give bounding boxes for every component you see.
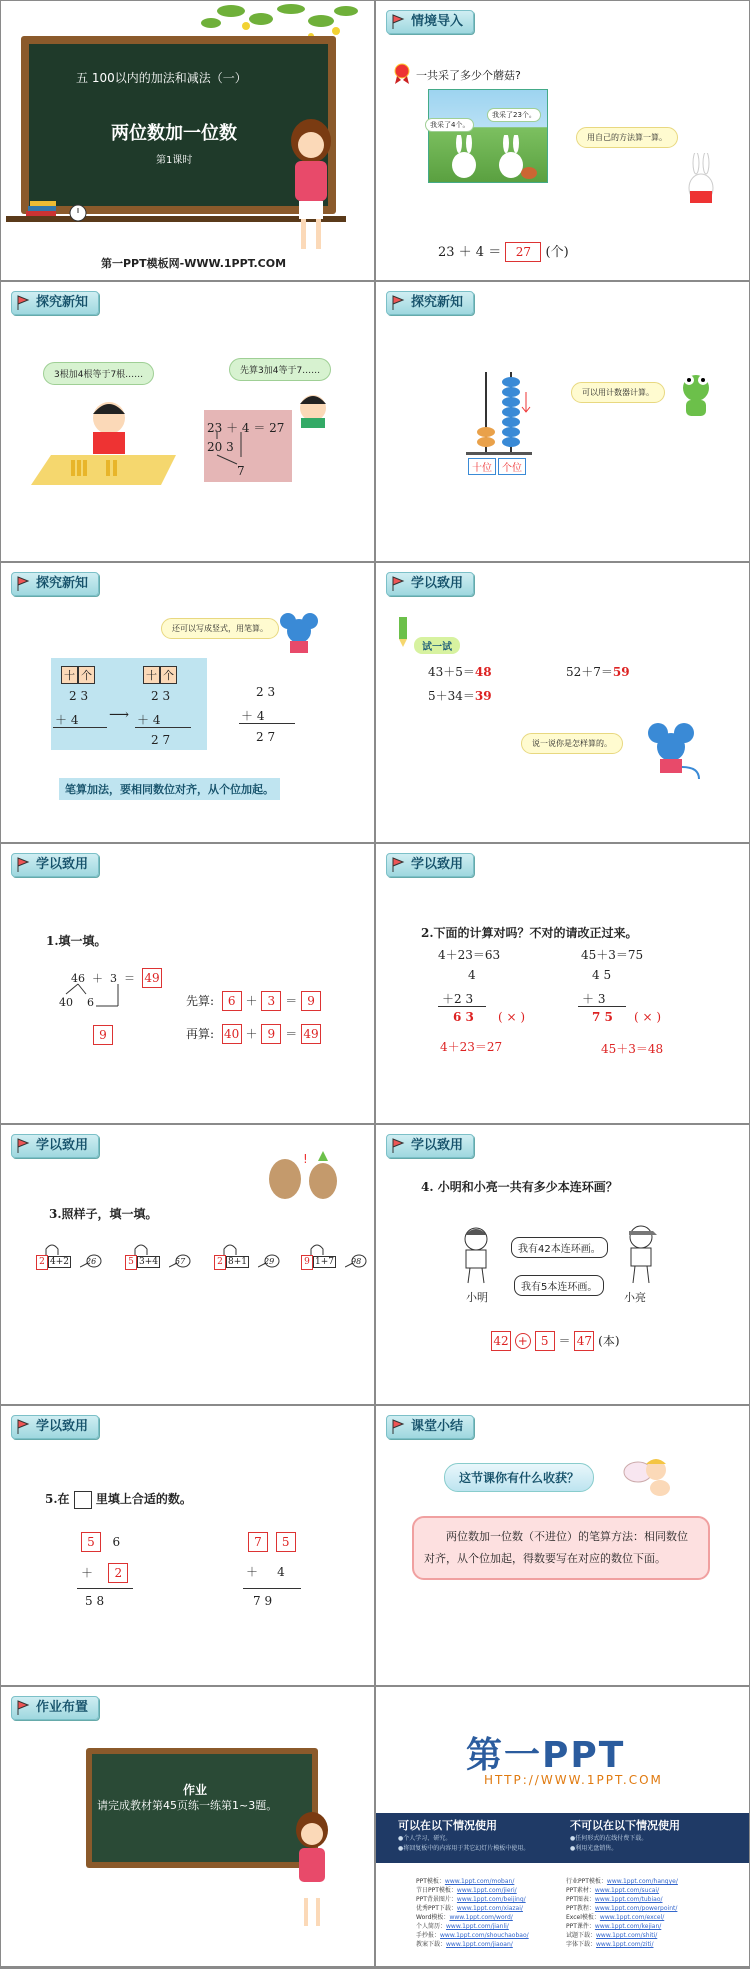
svg-text:!: ! (303, 1152, 308, 1166)
p1-result: 6 3 (453, 1010, 474, 1024)
mouse-icon (644, 721, 704, 781)
cannot-use-title: 不可以在以下情况使用 (570, 1819, 680, 1832)
flag-icon (16, 857, 30, 873)
question-text: 一共采了多少个蘑菇? (416, 69, 521, 82)
addend-1a: 2 3 (69, 689, 89, 703)
link-row: 试题下载：www.1ppt.com/shiti/ (566, 1932, 658, 1939)
split-lines (207, 427, 267, 467)
speech-xiaoliang: 我有5本连环画。 (514, 1275, 604, 1296)
link-row: PPT图表：www.1ppt.com/tubiao/ (566, 1896, 663, 1903)
abacus-bubble: 可以用计数器计算。 (571, 382, 665, 403)
can-use-1: ●个人学习、研究。 (398, 1835, 452, 1842)
watermark-text: 第一PPT模板网-WWW.1PPT.COM (101, 257, 287, 270)
section-tag: 学以致用 (11, 853, 99, 877)
ones-label: 个位 (498, 458, 526, 475)
left-mid: ＋ 2 (81, 1563, 128, 1583)
slide-3 (1, 282, 374, 561)
lesson-number: 第1课时 (156, 155, 193, 166)
cannot-use-2: ●利用光盘销售。 (570, 1845, 618, 1852)
link-row: PPT教程：www.1ppt.com/powerpoint/ (566, 1905, 678, 1912)
slide-11 (1, 1406, 374, 1685)
name-xiaoming: 小明 (466, 1291, 488, 1304)
explain-bubble: 说一说你是怎样算的。 (521, 733, 623, 754)
p2-result: 7 5 (592, 1010, 613, 1024)
flag-icon (16, 1138, 30, 1154)
second-step: 再算: 40 ＋ 9 ＝ 49 (186, 1024, 321, 1044)
flag-icon (391, 857, 405, 873)
answer-box: 49 (142, 968, 162, 988)
brand-logo: 第一PPT (466, 1735, 626, 1776)
slide-6 (376, 563, 749, 842)
slide-12 (376, 1406, 749, 1685)
left-result: 5 8 (85, 1594, 105, 1608)
answer-box: 27 (505, 242, 541, 262)
exercise-heading: 1.填一填。 (46, 934, 107, 948)
addend-2c: ＋ 4 (241, 709, 265, 723)
flag-icon (391, 576, 405, 592)
section-tag: 情境导入 (386, 10, 474, 34)
summary-question: 这节课你有什么收获？ (444, 1463, 594, 1492)
link-row: PPT课件：www.1ppt.com/kejian/ (566, 1923, 662, 1930)
section-tag: 学以致用 (11, 1134, 99, 1158)
flag-icon (16, 1700, 30, 1716)
boy-xiaoming-icon (456, 1225, 496, 1285)
frog-icon (676, 370, 716, 420)
exercise-heading: 2.下面的计算对吗？不对的请改正过来。 (421, 926, 638, 940)
boy-xiaoliang-icon (621, 1223, 661, 1285)
flag-icon (16, 295, 30, 311)
pattern-item: 2 8+1 29 (214, 1243, 284, 1283)
slide-5 (1, 563, 374, 842)
link-row: PPT素材：www.1ppt.com/sucai/ (566, 1887, 660, 1894)
slide-7 (1, 844, 374, 1123)
teacher-icon (287, 1812, 337, 1942)
bubble-rabbit-2: 我采了23个。 (487, 108, 541, 122)
slide-8 (376, 844, 749, 1123)
addend-2a: ＋ 4 (55, 713, 79, 727)
calc-row-2: 20 3 (207, 440, 234, 454)
link-row: 节日PPT模板：www.1ppt.com/jieri/ (416, 1887, 517, 1894)
p1-mark: ( × ) (498, 1010, 526, 1024)
correction-1: 4＋23＝27 (440, 1040, 503, 1054)
slide-2 (376, 1, 749, 280)
slide-13 (1, 1687, 374, 1966)
link-row: Excel模板：www.1ppt.com/excel/ (566, 1914, 665, 1921)
summary-card: 两位数加一位数（不进位）的笔算方法：相同数位对齐，从个位加起，得数要写在对应的数位下面。 (412, 1516, 710, 1580)
calc-row-1: 23 ＋ 4 ＝ 27 (207, 421, 285, 435)
speech-xiaoming: 我有42本连环画。 (511, 1237, 608, 1258)
split-expression: 46 ＋ 3 ＝ 49 (71, 968, 162, 988)
mouse-bubble: 还可以写成竖式，用笔算。 (161, 618, 279, 639)
slide-9 (1, 1125, 374, 1404)
hint-bubble: 用自己的方法算一算。 (576, 127, 678, 148)
link-row: 行业PPT模板：www.1ppt.com/hangye/ (566, 1878, 678, 1885)
teacher-icon (281, 119, 341, 259)
can-use-title: 可以在以下情况使用 (398, 1819, 497, 1832)
abacus-icon (466, 372, 536, 472)
brand-url: HTTP://WWW.1PPT.COM (484, 1773, 663, 1787)
flag-icon (391, 295, 405, 311)
right-result: 7 9 (253, 1594, 273, 1608)
exercise-2: 52＋7＝59 (566, 665, 630, 679)
rule-a (53, 727, 107, 728)
link-row: 手抄报：www.1ppt.com/shouchaobao/ (416, 1932, 529, 1939)
exercise-heading: 4. 小明和小亮一共有多少本连环画？ (421, 1180, 618, 1194)
bubble-boy-1: 3根加4根等于7根…… (43, 362, 154, 385)
mouse-icon (276, 611, 326, 656)
slide-14 (376, 1687, 749, 1966)
section-tag: 课堂小结 (386, 1415, 474, 1439)
equation: 42 + 5 ＝ 47 (本) (491, 1331, 620, 1351)
name-xiaoliang: 小亮 (624, 1291, 646, 1304)
left-rule (77, 1588, 133, 1589)
cannot-use-1: ●任何形式的在线付费下载。 (570, 1835, 648, 1842)
link-row: PPT背景图片：www.1ppt.com/beijing/ (416, 1896, 526, 1903)
calc-row-3: 7 (237, 464, 245, 478)
p2-mark: ( × ) (634, 1010, 662, 1024)
slide-10 (376, 1125, 749, 1404)
p1-rule (438, 1006, 486, 1007)
link-list-left (416, 1877, 529, 1949)
section-tag: 学以致用 (386, 572, 474, 596)
problem-1: 4＋23＝63 (438, 948, 501, 962)
link-row: PPT模板：www.1ppt.com/moban/ (416, 1878, 515, 1885)
right-mid: ＋ 4 (246, 1565, 285, 1579)
section-tag: 学以致用 (11, 1415, 99, 1439)
transform-arrow: ⟶ (109, 707, 130, 723)
pattern-item: 2 4+2 26 (36, 1243, 106, 1283)
exercise-heading: 5.在 里填上合适的数。 (45, 1490, 192, 1509)
homework-body: 请完成教材第45页练一练第1~3题。 (97, 1799, 278, 1812)
split-tens: 40 (59, 996, 73, 1009)
problem-2: 45＋3＝75 (581, 948, 644, 962)
flag-icon (16, 1419, 30, 1435)
equation: 23 ＋ 4 ＝ 27 (个) (438, 241, 569, 262)
section-tag: 学以致用 (386, 853, 474, 877)
link-row: 优秀PPT下载：www.1ppt.com/xiazai/ (416, 1905, 523, 1912)
boy-with-sticks-icon (31, 390, 181, 490)
link-row: Word模板：www.1ppt.com/word/ (416, 1914, 513, 1921)
tens-label: 十位 (468, 458, 496, 475)
place-header-2: 十 个 (143, 666, 177, 684)
addend-2b: ＋ 4 (137, 713, 161, 727)
bubble-boy-2: 先算3加4等于7…… (229, 358, 331, 381)
link-row: 字体下载：www.1ppt.com/ziti/ (566, 1941, 654, 1948)
addend-1c: 2 3 (256, 685, 276, 699)
cupid-icon (616, 1446, 686, 1506)
boy-head-icon (293, 388, 333, 428)
link-row: 个人简历：www.1ppt.com/jianli/ (416, 1923, 509, 1930)
place-header-1: 十 个 (61, 666, 95, 684)
split-box: 9 (93, 1024, 113, 1045)
exercise-heading: 3.照样子，填一填。 (49, 1207, 158, 1221)
addend-1b: 2 3 (151, 689, 171, 703)
lesson-title: 两位数加一位数 (111, 123, 237, 144)
section-tag: 探究新知 (386, 291, 474, 315)
result-c: 2 7 (256, 730, 276, 744)
rule-c (239, 723, 295, 724)
slide-4 (376, 282, 749, 561)
split-ones: 6 (87, 996, 94, 1009)
p1-line2: ＋2 3 (442, 992, 474, 1006)
try-label: 试一试 (414, 637, 460, 654)
method-note: 笔算加法，要相同数位对齐，从个位加起。 (59, 778, 280, 800)
exercise-1: 43＋5＝48 (428, 665, 492, 679)
pattern-item: 9 1+7 98 (301, 1243, 371, 1283)
left-top: 5 6 (81, 1532, 120, 1552)
potato-characters-icon (263, 1147, 348, 1207)
mushroom-scene (428, 89, 548, 183)
section-tag: 学以致用 (386, 1134, 474, 1158)
books-clock-icon (26, 201, 116, 223)
link-list-right (566, 1877, 678, 1949)
correction-2: 45＋3＝48 (601, 1042, 664, 1056)
rule-b (135, 727, 191, 728)
rabbits-icon (439, 135, 539, 180)
section-tag: 作业布置 (11, 1696, 99, 1720)
rabbit-character-icon (676, 153, 726, 208)
right-top: 7 5 (248, 1532, 296, 1552)
flag-icon (16, 576, 30, 592)
ribbon-icon (392, 63, 412, 85)
section-tag: 探究新知 (11, 291, 99, 315)
pattern-item: 5 3+4 57 (125, 1243, 195, 1283)
right-rule (243, 1588, 301, 1589)
bubble-rabbit-1: 我采了4个。 (425, 118, 474, 132)
first-step: 先算: 6 ＋ 3 ＝ 9 (186, 991, 321, 1011)
slide-1 (1, 1, 374, 280)
p2-rule (578, 1006, 626, 1007)
can-use-2: ●将回复板中的内容用于其它幻灯片模板中使用。 (398, 1845, 530, 1852)
flag-icon (391, 14, 405, 30)
pencil-icon (394, 617, 412, 647)
homework-title: 作业 (183, 1783, 208, 1797)
section-tag: 探究新知 (11, 572, 99, 596)
exercise-3: 5＋34＝39 (428, 689, 492, 703)
unit-title: 五 100以内的加法和减法（一） (76, 71, 247, 85)
p2-line2: ＋ 3 (582, 992, 606, 1006)
p2-line1: 4 5 (592, 968, 612, 982)
flag-icon (391, 1138, 405, 1154)
p1-line1: 4 (468, 968, 476, 982)
flag-icon (391, 1419, 405, 1435)
result-b: 2 7 (151, 733, 171, 747)
link-row: 教案下载：www.1ppt.com/jiaoan/ (416, 1941, 513, 1948)
